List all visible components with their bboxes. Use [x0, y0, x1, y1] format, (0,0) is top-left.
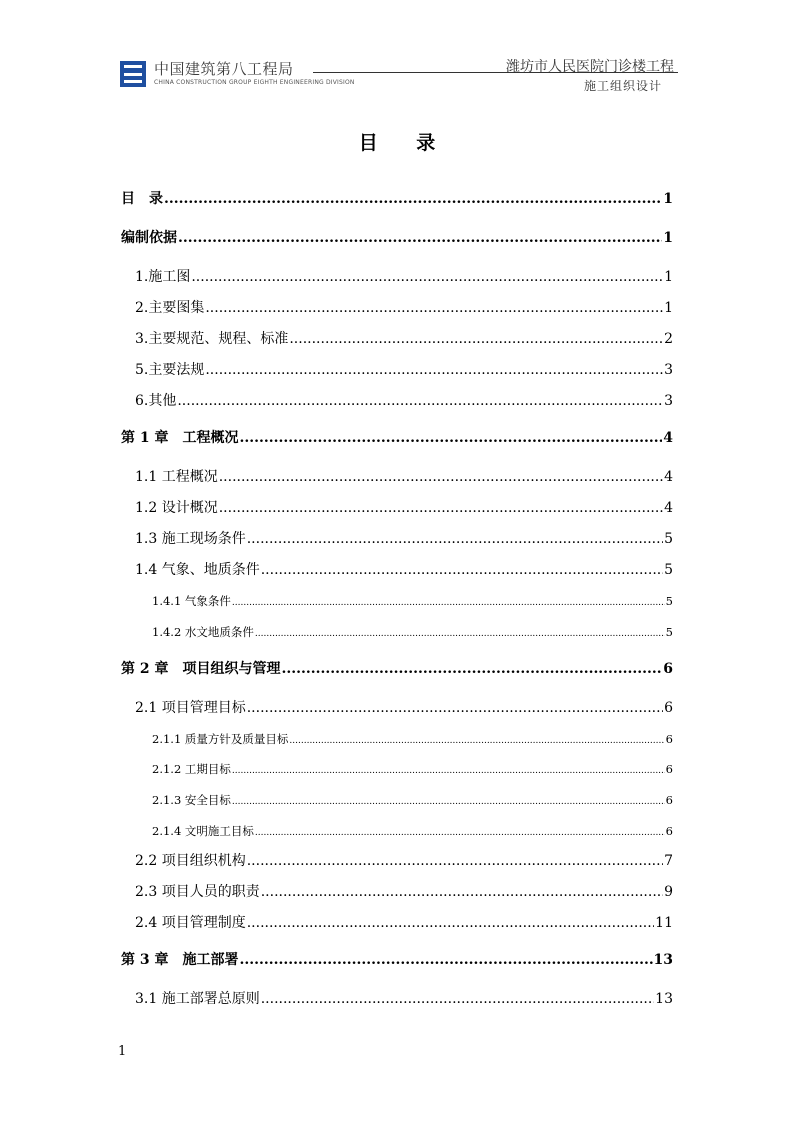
toc-leader-dots [247, 848, 663, 874]
toc-entry[interactable] [121, 818, 673, 849]
toc-entry-title: 2.主要图集 [135, 300, 205, 316]
toc-entry[interactable] [121, 787, 673, 818]
toc-leader-dots [255, 818, 665, 846]
toc-entry-title: 目 录 [121, 191, 163, 207]
toc-entry-title: 1.施工图 [135, 269, 191, 285]
toc-entry-title: 2.1.1 质量方针及质量目标 [152, 731, 289, 746]
toc-entry-page: 5 [664, 562, 673, 578]
toc-leader-dots [219, 464, 663, 490]
toc-entry-page: 6 [665, 731, 673, 746]
toc-leader-dots [205, 357, 663, 383]
toc-entry-page: 6 [665, 823, 673, 838]
toc-leader-dots [191, 264, 663, 290]
toc-entry-page: 1 [663, 191, 673, 207]
company-name-cn: 中国建筑第八工程局 [154, 60, 294, 78]
toc-entry[interactable] [121, 425, 673, 464]
company-name-en: CHINA CONSTRUCTION GROUP EIGHTH ENGINEERING DIVISION [154, 79, 355, 86]
toc-entry-page: 6 [663, 660, 673, 677]
toc-entry-title: 第 3 章 施工部署 [121, 952, 239, 969]
toc-entry-page: 5 [664, 531, 673, 547]
toc-entry-page: 6 [665, 762, 673, 777]
toc-entry[interactable] [121, 388, 673, 425]
toc-leader-dots [247, 695, 663, 721]
toc-entry[interactable] [121, 588, 673, 619]
toc-entry-title: 1.4.2 水文地质条件 [152, 624, 254, 639]
toc-entry-title: 2.4 项目管理制度 [135, 915, 246, 932]
toc-entry-page: 2 [664, 331, 673, 347]
toc-entry[interactable] [121, 986, 673, 1017]
toc-entry-page: 4 [663, 430, 673, 446]
table-of-contents [121, 186, 673, 1017]
toc-entry[interactable] [121, 910, 673, 947]
toc-leader-dots [289, 326, 663, 352]
toc-leader-dots [240, 947, 653, 973]
toc-entry[interactable] [121, 726, 673, 757]
toc-leader-dots [261, 879, 663, 905]
toc-leader-dots [232, 756, 665, 784]
toc-leader-dots [205, 295, 663, 321]
toc-entry[interactable] [121, 225, 673, 264]
toc-entry[interactable] [121, 464, 673, 495]
toc-leader-dots [247, 526, 663, 552]
toc-entry[interactable] [121, 295, 673, 326]
toc-entry[interactable] [121, 357, 673, 388]
toc-entry[interactable] [121, 656, 673, 695]
toc-entry[interactable] [121, 756, 673, 787]
toc-leader-dots [289, 726, 664, 754]
toc-leader-dots [232, 588, 665, 616]
toc-entry[interactable] [121, 264, 673, 295]
document-name: 施工组织设计 [583, 79, 662, 93]
project-name: 潍坊市人民医院门诊楼工程 [506, 59, 674, 75]
toc-leader-dots [178, 225, 662, 251]
toc-entry[interactable] [121, 557, 673, 588]
toc-entry[interactable] [121, 526, 673, 557]
toc-entry-title: 2.1.2 工期目标 [152, 762, 231, 777]
toc-entry-page: 6 [664, 699, 673, 716]
toc-entry-page: 1 [663, 230, 673, 246]
toc-entry-page: 13 [653, 952, 673, 969]
toc-entry-title: 编制依据 [121, 230, 177, 246]
toc-entry-page: 5 [665, 594, 673, 608]
toc-leader-dots [247, 910, 654, 936]
toc-leader-dots [164, 186, 662, 212]
toc-entry-title: 2.1 项目管理目标 [135, 699, 246, 716]
toc-entry-page: 4 [664, 469, 673, 485]
toc-entry-title: 2.3 项目人员的职责 [135, 884, 260, 901]
toc-entry-title: 1.1 工程概况 [135, 469, 218, 485]
toc-leader-dots [282, 656, 663, 682]
toc-entry-title: 2.1.4 文明施工目标 [152, 823, 254, 838]
toc-leader-dots [232, 787, 665, 815]
toc-entry-page: 3 [664, 393, 673, 409]
toc-entry-title: 第 2 章 项目组织与管理 [121, 660, 281, 677]
toc-entry-page: 4 [664, 500, 673, 516]
toc-entry-title: 1.4.1 气象条件 [152, 594, 231, 608]
toc-entry-title: 2.1.3 安全目标 [152, 793, 231, 808]
toc-leader-dots [219, 495, 663, 521]
page-title: 目 录 [358, 132, 452, 154]
toc-entry-title: 2.2 项目组织机构 [135, 853, 246, 870]
toc-entry-page: 5 [665, 624, 673, 639]
page-number: 1 [118, 1044, 127, 1059]
toc-entry[interactable] [121, 186, 673, 225]
toc-entry-page: 13 [655, 991, 673, 1008]
toc-entry-page: 1 [664, 300, 673, 316]
toc-entry[interactable] [121, 947, 673, 986]
toc-leader-dots [177, 388, 663, 414]
toc-entry-title: 1.3 施工现场条件 [135, 531, 246, 547]
toc-entry[interactable] [121, 695, 673, 726]
toc-entry-page: 6 [665, 793, 673, 808]
toc-entry-title: 1.2 设计概况 [135, 500, 218, 516]
toc-entry[interactable] [121, 848, 673, 879]
toc-entry[interactable] [121, 326, 673, 357]
toc-leader-dots [261, 557, 663, 583]
toc-entry-title: 6.其他 [135, 393, 177, 409]
toc-entry-page: 1 [664, 269, 673, 285]
toc-entry[interactable] [121, 495, 673, 526]
toc-entry-title: 5.主要法规 [135, 362, 205, 378]
toc-entry[interactable] [121, 879, 673, 910]
toc-entry-page: 3 [664, 362, 673, 378]
toc-entry[interactable] [121, 619, 673, 656]
toc-entry-title: 第 1 章 工程概况 [121, 430, 239, 446]
toc-entry-page: 9 [664, 884, 673, 901]
toc-entry-page: 7 [664, 853, 673, 870]
toc-entry-title: 3.1 施工部署总原则 [135, 991, 260, 1008]
toc-leader-dots [261, 986, 654, 1012]
toc-entry-title: 3.主要规范、规程、标准 [135, 331, 289, 347]
toc-entry-page: 11 [655, 915, 673, 932]
toc-leader-dots [255, 619, 665, 647]
toc-leader-dots [240, 425, 663, 451]
toc-entry-title: 1.4 气象、地质条件 [135, 562, 260, 578]
company-logo-icon [120, 61, 146, 87]
